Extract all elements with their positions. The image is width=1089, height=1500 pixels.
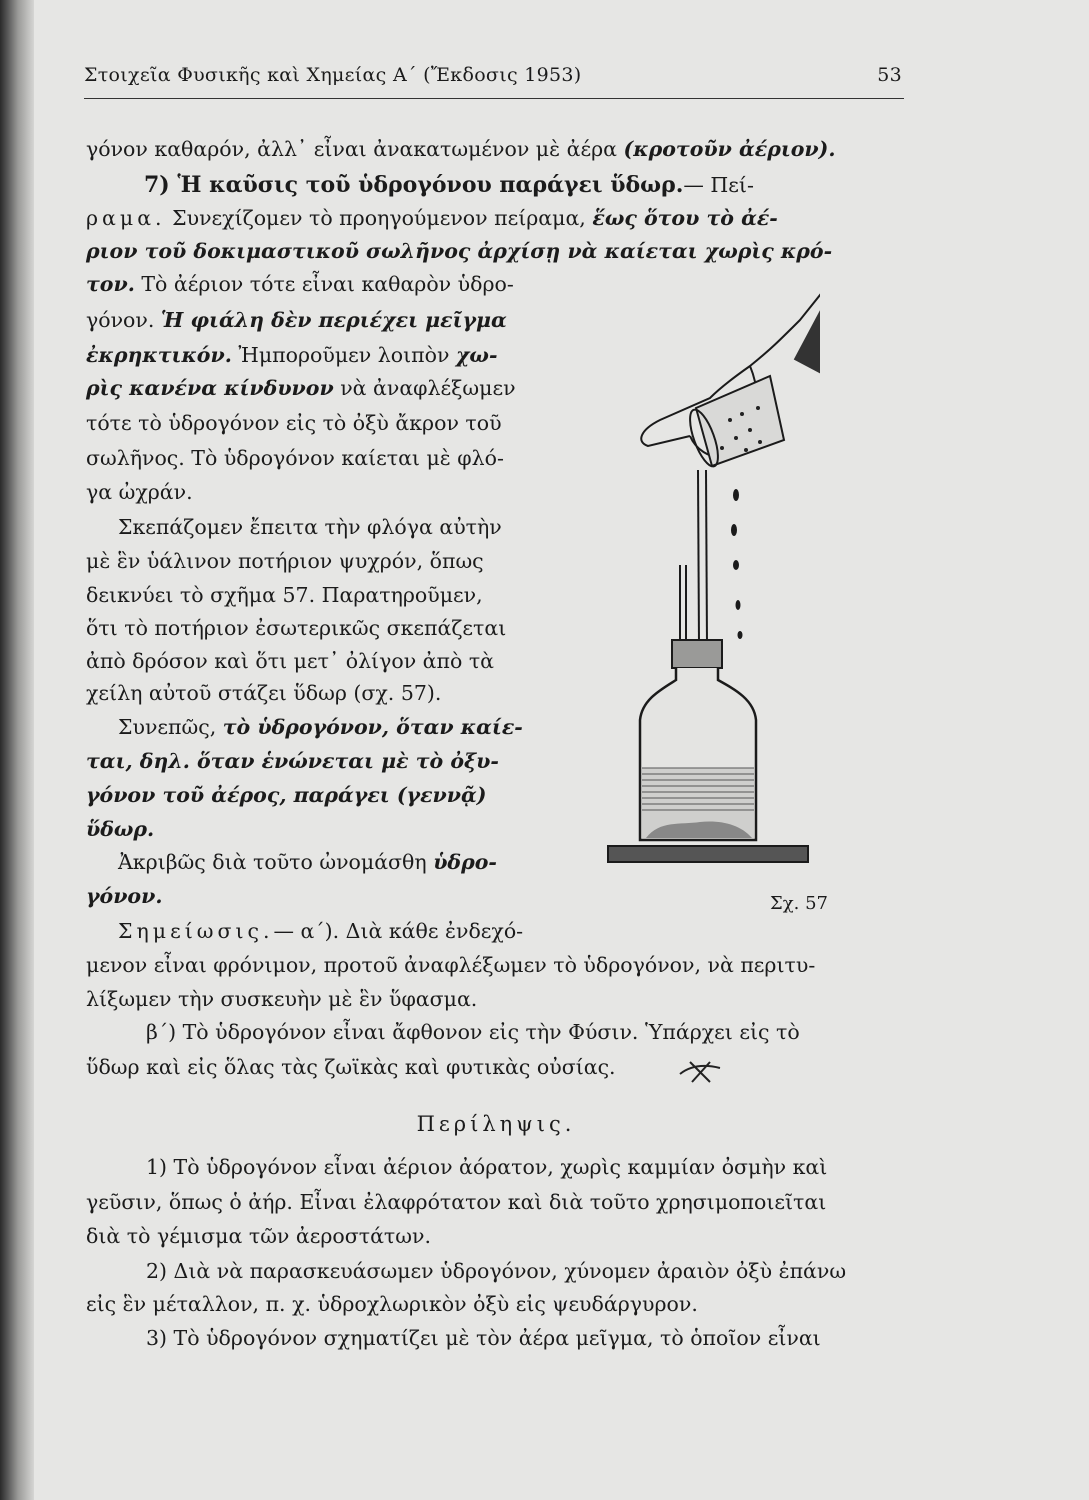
figure-caption: Σχ. 57 (770, 893, 828, 914)
text-line-5: τον. Τὸ ἀέριον τότε εἶναι καθαρὸν ὑδρο- (86, 272, 514, 296)
drinking-glass (684, 376, 784, 470)
text-line-9: τότε τὸ ὑδρογόνον εἰς τὸ ὀξὺ ἄκρον τοῦ (86, 411, 502, 435)
handwritten-mark-icon (676, 1058, 724, 1086)
text-line-25: μενον εἶναι φρόνιμον, προτοῦ ἀναφλέξωμεν τὸ ὑδρογόνον, νὰ περιτυ- (86, 953, 816, 977)
text-line-17: χείλη αὐτοῦ στάζει ὕδωρ (σχ. 57). (86, 681, 442, 705)
text-line-20: γόνον τοῦ ἀέρος, παράγει (γεννᾷ) (86, 783, 487, 807)
glove-cuff (794, 280, 820, 378)
text-line-15: ὅτι τὸ ποτήριον ἐσωτερικῶς σκεπάζεται (86, 616, 507, 640)
note-heading: Σημείωσις.— α΄). Διὰ κάθε ἐνδεχό- (118, 919, 524, 943)
text-line-1: γόνον καθαρόν, ἀλλ᾽ εἶναι ἀνακατωμένον μὲ ἀέρα (κροτοῦν ἀέριον). (86, 137, 836, 161)
text-line-23: γόνον. (86, 884, 163, 908)
text-line-19: ται, δηλ. ὅταν ἑνώνεται μὲ τὸ ὀξυ- (86, 749, 499, 773)
text-line-3: ραμα. Συνεχίζομεν τὸ προηγούμενον πείραμα, ἕως ὅτου τὸ ἀέ- (86, 206, 778, 230)
text-line-10: σωλῆνος. Τὸ ὑδρογόνον καίεται μὲ φλό- (86, 446, 504, 470)
figure-57-apparatus (600, 280, 820, 880)
section-heading-7: 7) Ἡ καῦσις τοῦ ὑδρογόνου παράγει ὕδωρ.— Πεί- (144, 172, 754, 198)
base-plate (608, 846, 808, 862)
summary-line-4: 2) Διὰ νὰ παρασκευάσωμεν ὑδρογόνον, χύνομεν ἀραιὸν ὀξὺ ἐπάνω (146, 1259, 847, 1283)
summary-line-6: 3) Τὸ ὑδρογόνον σχηματίζει μὲ τὸν ἀέρα μεῖγμα, τὸ ὁποῖον εἶναι (146, 1326, 821, 1350)
text-line-8: ρὶς κανένα κίνδυνον νὰ ἀναφλέξωμεν (86, 376, 516, 400)
text-line-6: γόνον. Ἡ φιάλη δὲν περιέχει μεῖγμα (86, 308, 507, 332)
text-line-12: Σκεπάζομεν ἔπειτα τὴν φλόγα αὐτὴν (118, 515, 502, 539)
page-edge-shadow (0, 0, 34, 1500)
text-line-11: γα ὠχράν. (86, 480, 193, 504)
summary-line-5: εἰς ἓν μέταλλον, π. χ. ὑδροχλωρικὸν ὀξὺ εἰς ψευδάργυρον. (86, 1292, 698, 1316)
text-line-27: β΄) Τὸ ὑδρογόνον εἶναι ἄφθονον εἰς τὴν Φύσιν. Ὑπάρχει εἰς τὸ (146, 1020, 800, 1044)
header-title: Στοιχεῖα Φυσικῆς καὶ Χημείας Α΄ (Ἔκδοσις 1953) (84, 64, 582, 86)
summary-line-2: γεῦσιν, ὅπως ὁ ἀήρ. Εἶναι ἐλαφρότατον καὶ διὰ τοῦτο χρησιμοποιεῖται (86, 1190, 827, 1214)
text-line-28: ὕδωρ καὶ εἰς ὅλας τὰς ζωϊκὰς καὶ φυτικὰς οὐσίας. (86, 1055, 616, 1079)
text-line-14: δεικνύει τὸ σχῆμα 57. Παρατηροῦμεν, (86, 583, 483, 607)
summary-line-1: 1) Τὸ ὑδρογόνον εἶναι ἀέριον ἀόρατον, χωρὶς καμμίαν ὀσμὴν καὶ (146, 1155, 828, 1179)
page-number: 53 (877, 64, 902, 86)
text-line-7: ἐκρηκτικόν. Ἠμποροῦμεν λοιπὸν χω- (86, 343, 498, 367)
gas-bottle (640, 640, 756, 840)
water-droplets (731, 489, 743, 639)
summary-line-3: διὰ τὸ γέμισμα τῶν ἀεροστάτων. (86, 1224, 431, 1248)
text-line-26: λίξωμεν τὴν συσκευὴν μὲ ἓν ὕφασμα. (86, 987, 478, 1011)
text-line-13: μὲ ἓν ὑάλινον ποτήριον ψυχρόν, ὅπως (86, 549, 484, 573)
text-line-4: ριον τοῦ δοκιμαστικοῦ σωλῆνος ἀρχίσῃ νὰ καίεται χωρὶς κρό- (86, 239, 833, 263)
summary-heading: Περίληψις. (416, 1112, 576, 1136)
text-line-21: ὕδωρ. (86, 817, 155, 841)
text-line-22: Ἀκριβῶς διὰ τοῦτο ὠνομάσθη ὑδρο- (118, 850, 497, 874)
text-line-18: Συνεπῶς, τὸ ὑδρογόνον, ὅταν καίε- (118, 715, 523, 739)
running-header (84, 62, 904, 99)
text-line-16: ἀπὸ δρόσον καὶ ὅτι μετ᾽ ὀλίγον ἀπὸ τὰ (86, 649, 495, 673)
